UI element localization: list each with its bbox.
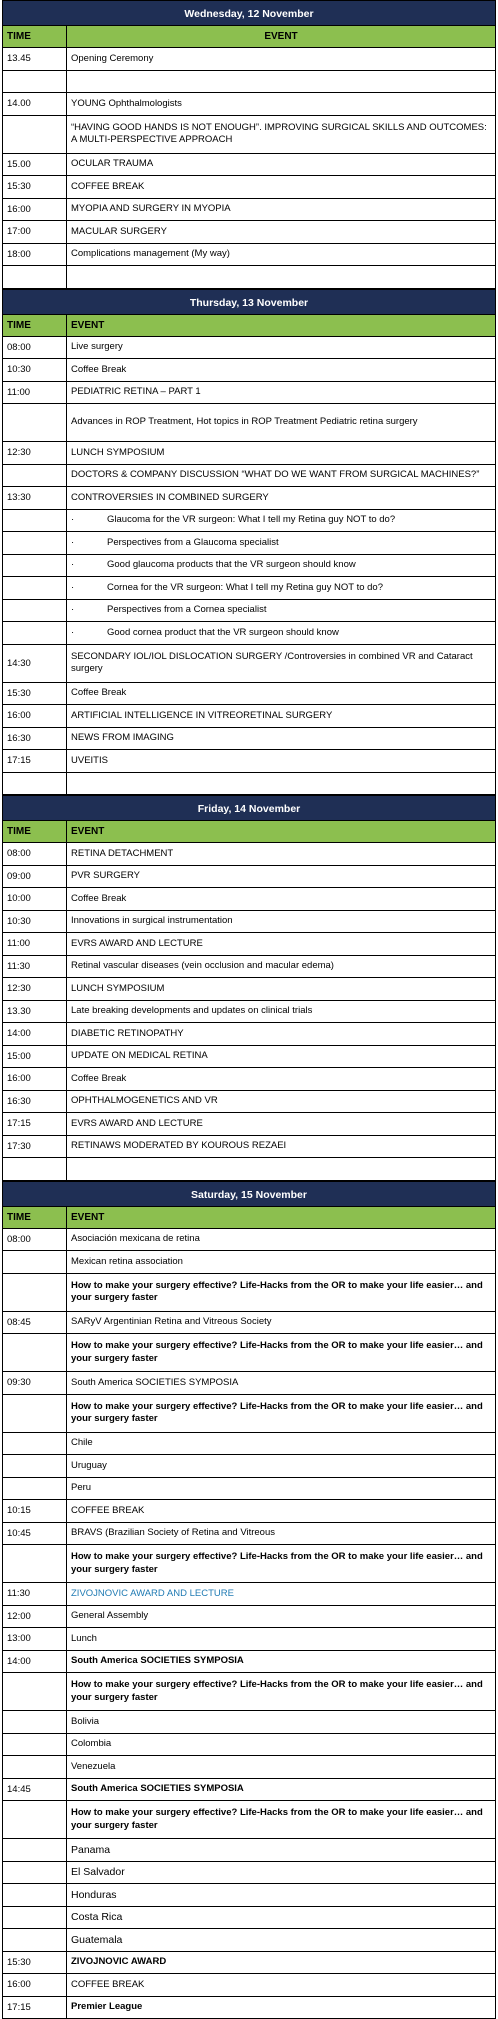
table-row [2, 1583, 496, 1606]
event-column-header: EVENT [67, 1207, 495, 1228]
table-row [2, 532, 496, 555]
table-row [2, 93, 496, 116]
event-cell: How to make your surgery effective? Life-Hacks from the OR to make your life easier… and your surgery faster [67, 1673, 495, 1710]
time-cell [3, 1907, 67, 1929]
table-row [2, 1229, 496, 1252]
event-cell: COFFEE BREAK [67, 176, 495, 198]
event-cell: Panama [67, 1839, 495, 1861]
time-cell [3, 1395, 67, 1432]
event-cell: ARTIFICIAL INTELLIGENCE IN VITREORETINAL SURGERY [67, 705, 495, 727]
time-cell: 13.30 [3, 1001, 67, 1023]
event-cell [67, 555, 495, 577]
time-cell: 14:45 [3, 1779, 67, 1801]
table-row [2, 404, 496, 442]
table-row [2, 843, 496, 866]
time-cell [3, 1839, 67, 1861]
time-cell: 08:00 [3, 843, 67, 865]
table-row [2, 1651, 496, 1674]
time-cell: 10:15 [3, 1500, 67, 1522]
time-cell: 13:00 [3, 1628, 67, 1650]
table-row [2, 244, 496, 267]
event-cell: Honduras [67, 1884, 495, 1906]
time-cell: 11:00 [3, 933, 67, 955]
event-cell: Premier League [67, 1997, 495, 2019]
day-section-friday [2, 795, 496, 1181]
table-row [2, 1136, 496, 1159]
table-row [2, 1455, 496, 1478]
event-cell [67, 532, 495, 554]
table-row [2, 1433, 496, 1456]
time-cell: 16:00 [3, 1068, 67, 1090]
time-cell: 15:00 [3, 1046, 67, 1068]
table-row [2, 933, 496, 956]
event-cell: Advances in ROP Treatment, Hot topics in ROP Treatment Pediatric retina surgery [67, 404, 495, 441]
table-row [2, 1929, 496, 1952]
time-cell: 12:30 [3, 978, 67, 1000]
time-cell: 17:15 [3, 750, 67, 772]
table-row [2, 1395, 496, 1433]
event-text: Perspectives from a Cornea specialist [107, 604, 266, 617]
event-cell: COFFEE BREAK [67, 1974, 495, 1996]
event-cell [67, 266, 495, 288]
time-cell: 15:30 [3, 176, 67, 198]
event-cell: ZIVOJNOVIC AWARD AND LECTURE [67, 1583, 495, 1605]
time-cell: 12:00 [3, 1606, 67, 1628]
event-column-header: EVENT [67, 821, 495, 842]
event-cell: Complications management (My way) [67, 244, 495, 266]
event-cell: BRAVS (Brazilian Society of Retina and Vitreous [67, 1523, 495, 1545]
time-cell: 17:30 [3, 1136, 67, 1158]
time-cell: 16:30 [3, 728, 67, 750]
time-cell: 13.45 [3, 48, 67, 70]
time-cell: 14:00 [3, 1023, 67, 1045]
table-row [2, 48, 496, 71]
table-row [2, 1628, 496, 1651]
time-cell: 17:00 [3, 221, 67, 243]
event-cell: Asociación mexicana de retina [67, 1229, 495, 1251]
table-row [2, 1500, 496, 1523]
time-cell: 15.00 [3, 154, 67, 176]
time-cell [3, 1884, 67, 1906]
time-cell: 17:15 [3, 1997, 67, 2019]
table-row [2, 1023, 496, 1046]
table-row [2, 1711, 496, 1734]
time-column-header: TIME [3, 1207, 67, 1228]
schedule [2, 0, 496, 2019]
time-cell [3, 1711, 67, 1733]
time-cell: 16:00 [3, 705, 67, 727]
time-cell [3, 510, 67, 532]
time-cell [3, 1545, 67, 1582]
event-cell: Colombia [67, 1734, 495, 1756]
event-cell: Lunch [67, 1628, 495, 1650]
event-cell: MYOPIA AND SURGERY IN MYOPIA [67, 199, 495, 221]
time-cell [3, 1734, 67, 1756]
table-row [2, 600, 496, 623]
table-row [2, 728, 496, 751]
time-cell: 16:30 [3, 1091, 67, 1113]
bullet-marker: · [71, 537, 107, 550]
column-header-row [2, 315, 496, 337]
bullet-marker: · [71, 627, 107, 640]
time-cell [3, 116, 67, 153]
event-cell: Bolivia [67, 1711, 495, 1733]
time-cell [3, 1862, 67, 1884]
time-cell: 10:45 [3, 1523, 67, 1545]
day-header: Saturday, 15 November [2, 1181, 496, 1207]
day-section-saturday [2, 1181, 496, 2019]
table-row [2, 199, 496, 222]
time-cell [3, 1673, 67, 1710]
time-cell [3, 555, 67, 577]
event-cell: How to make your surgery effective? Life-Hacks from the OR to make your life easier… and your surgery faster [67, 1274, 495, 1311]
table-row [2, 337, 496, 360]
table-row [2, 773, 496, 796]
bullet-marker: · [71, 582, 107, 595]
time-cell [3, 1274, 67, 1311]
event-cell: RETINA DETACHMENT [67, 843, 495, 865]
time-cell [3, 1478, 67, 1500]
column-header-row [2, 1207, 496, 1229]
time-cell [3, 1158, 67, 1180]
event-cell: Opening Ceremony [67, 48, 495, 70]
event-cell [67, 71, 495, 93]
table-row [2, 1545, 496, 1583]
event-cell: Coffee Break [67, 888, 495, 910]
time-cell: 11:30 [3, 956, 67, 978]
event-cell: Coffee Break [67, 359, 495, 381]
table-row [2, 510, 496, 533]
table-row [2, 1523, 496, 1546]
column-header-row [2, 26, 496, 48]
table-row [2, 1606, 496, 1629]
event-cell: Late breaking developments and updates on clinical trials [67, 1001, 495, 1023]
event-cell: Uruguay [67, 1455, 495, 1477]
event-cell: Guatemala [67, 1929, 495, 1951]
table-row [2, 1251, 496, 1274]
event-cell: Mexican retina association [67, 1251, 495, 1273]
time-cell [3, 532, 67, 554]
event-cell: Innovations in surgical instrumentation [67, 911, 495, 933]
event-cell: How to make your surgery effective? Life-Hacks from the OR to make your life easier… and your surgery faster [67, 1545, 495, 1582]
table-row [2, 1046, 496, 1069]
time-cell: 14.00 [3, 93, 67, 115]
day-section-thursday [2, 289, 496, 796]
time-cell: 10:30 [3, 911, 67, 933]
table-row [2, 555, 496, 578]
table-row [2, 577, 496, 600]
day-header: Wednesday, 12 November [2, 0, 496, 26]
time-cell [3, 404, 67, 441]
table-row [2, 1274, 496, 1312]
time-cell [3, 1433, 67, 1455]
table-row [2, 888, 496, 911]
time-cell [3, 622, 67, 644]
time-cell: 12:30 [3, 442, 67, 464]
time-cell: 18:00 [3, 244, 67, 266]
time-cell [3, 1334, 67, 1371]
event-cell: ZIVOJNOVIC AWARD [67, 1952, 495, 1974]
table-row [2, 1334, 496, 1372]
event-cell: Costa Rica [67, 1907, 495, 1929]
table-row [2, 911, 496, 934]
time-cell [3, 71, 67, 93]
table-row [2, 1158, 496, 1181]
table-row [2, 978, 496, 1001]
table-row [2, 1756, 496, 1779]
table-row [2, 705, 496, 728]
event-cell: YOUNG Ophthalmologists [67, 93, 495, 115]
time-cell: 09:00 [3, 866, 67, 888]
event-cell: Venezuela [67, 1756, 495, 1778]
time-cell: 16:00 [3, 1974, 67, 1996]
event-cell: RETINAWS MODERATED BY KOUROUS REZAEI [67, 1136, 495, 1158]
event-cell: “HAVING GOOD HANDS IS NOT ENOUGH”. IMPROVING SURGICAL SKILLS AND OUTCOMES: A MULTI-PERSPECTIVE APPROACH [67, 116, 495, 153]
table-row [2, 750, 496, 773]
event-column-header: EVENT [67, 315, 495, 336]
table-row [2, 1091, 496, 1114]
time-cell: 17:15 [3, 1113, 67, 1135]
table-row [2, 1068, 496, 1091]
time-cell [3, 1251, 67, 1273]
event-cell: Chile [67, 1433, 495, 1455]
event-cell [67, 600, 495, 622]
time-cell: 14:00 [3, 1651, 67, 1673]
time-cell: 08:00 [3, 337, 67, 359]
day-section-wednesday [2, 0, 496, 289]
event-cell: UVEITIS [67, 750, 495, 772]
event-text: Cornea for the VR surgeon: What I tell my Retina guy NOT to do? [107, 582, 383, 595]
time-column-header: TIME [3, 26, 67, 47]
event-cell: LUNCH SYMPOSIUM [67, 442, 495, 464]
table-row [2, 465, 496, 488]
time-cell: 09:30 [3, 1372, 67, 1394]
time-column-header: TIME [3, 821, 67, 842]
time-cell: 11:00 [3, 382, 67, 404]
day-header: Friday, 14 November [2, 795, 496, 821]
event-cell: Retinal vascular diseases (vein occlusion and macular edema) [67, 956, 495, 978]
bullet-marker: · [71, 514, 107, 527]
event-cell [67, 510, 495, 532]
table-row [2, 622, 496, 645]
event-text: Good cornea product that the VR surgeon should know [107, 627, 339, 640]
table-row [2, 1997, 496, 2019]
time-cell [3, 1756, 67, 1778]
event-cell [67, 1158, 495, 1180]
event-cell: COFFEE BREAK [67, 1500, 495, 1522]
event-cell: South America SOCIETIES SYMPOSIA [67, 1372, 495, 1394]
time-cell: 16:00 [3, 199, 67, 221]
event-cell: SECONDARY IOL/IOL DISLOCATION SURGERY /Controversies in combined VR and Cataract surgery [67, 645, 495, 682]
bullet-marker: · [71, 604, 107, 617]
column-header-row [2, 821, 496, 843]
time-column-header: TIME [3, 315, 67, 336]
event-cell: EVRS AWARD AND LECTURE [67, 933, 495, 955]
event-cell: PVR SURGERY [67, 866, 495, 888]
event-cell: South America SOCIETIES SYMPOSIA [67, 1651, 495, 1673]
event-column-header: EVENT [67, 26, 495, 47]
event-cell: Coffee Break [67, 683, 495, 705]
event-cell: MACULAR SURGERY [67, 221, 495, 243]
table-row [2, 1862, 496, 1885]
table-row [2, 382, 496, 405]
time-cell: 10:30 [3, 359, 67, 381]
time-cell: 08:45 [3, 1312, 67, 1334]
event-cell [67, 773, 495, 795]
event-cell [67, 577, 495, 599]
table-row [2, 1907, 496, 1930]
event-cell: UPDATE ON MEDICAL RETINA [67, 1046, 495, 1068]
event-cell: OPHTHALMOGENETICS AND VR [67, 1091, 495, 1113]
time-cell: 11:30 [3, 1583, 67, 1605]
event-cell: PEDIATRIC RETINA – PART 1 [67, 382, 495, 404]
table-row [2, 1884, 496, 1907]
time-cell [3, 1929, 67, 1951]
event-cell: Coffee Break [67, 1068, 495, 1090]
table-row [2, 154, 496, 177]
table-row [2, 359, 496, 382]
event-cell: LUNCH SYMPOSIUM [67, 978, 495, 1000]
time-cell [3, 600, 67, 622]
event-cell: How to make your surgery effective? Life-Hacks from the OR to make your life easier… and your surgery faster [67, 1801, 495, 1838]
time-cell [3, 465, 67, 487]
event-cell: OCULAR TRAUMA [67, 154, 495, 176]
table-row [2, 71, 496, 94]
event-cell: El Salvador [67, 1862, 495, 1884]
time-cell: 15:30 [3, 1952, 67, 1974]
time-cell: 14:30 [3, 645, 67, 682]
time-cell: 15:30 [3, 683, 67, 705]
table-row [2, 442, 496, 465]
event-cell: NEWS FROM IMAGING [67, 728, 495, 750]
table-row [2, 1673, 496, 1711]
table-row [2, 683, 496, 706]
event-cell: How to make your surgery effective? Life-Hacks from the OR to make your life easier… and your surgery faster [67, 1395, 495, 1432]
time-cell: 10:00 [3, 888, 67, 910]
time-cell [3, 577, 67, 599]
table-row [2, 866, 496, 889]
time-cell [3, 1455, 67, 1477]
table-row [2, 116, 496, 154]
table-row [2, 1839, 496, 1862]
bullet-marker: · [71, 559, 107, 572]
table-row [2, 1734, 496, 1757]
event-cell [67, 622, 495, 644]
event-cell: CONTROVERSIES IN COMBINED SURGERY [67, 487, 495, 509]
event-cell: EVRS AWARD AND LECTURE [67, 1113, 495, 1135]
event-cell: Peru [67, 1478, 495, 1500]
event-text: Glaucoma for the VR surgeon: What I tell my Retina guy NOT to do? [107, 514, 395, 527]
time-cell [3, 1801, 67, 1838]
table-row [2, 1801, 496, 1839]
table-row [2, 1001, 496, 1024]
table-row [2, 487, 496, 510]
table-row [2, 956, 496, 979]
table-row [2, 266, 496, 289]
event-cell: South America SOCIETIES SYMPOSIA [67, 1779, 495, 1801]
time-cell: 08:00 [3, 1229, 67, 1251]
table-row [2, 1779, 496, 1802]
event-cell: Live surgery [67, 337, 495, 359]
event-cell: How to make your surgery effective? Life-Hacks from the OR to make your life easier… and your surgery faster [67, 1334, 495, 1371]
event-cell: DOCTORS & COMPANY DISCUSSION “WHAT DO WE WANT FROM SURGICAL MACHINES?” [67, 465, 495, 487]
table-row [2, 221, 496, 244]
table-row [2, 176, 496, 199]
event-cell: General Assembly [67, 1606, 495, 1628]
time-cell: 13:30 [3, 487, 67, 509]
table-row [2, 645, 496, 683]
table-row [2, 1113, 496, 1136]
event-text: Perspectives from a Glaucoma specialist [107, 537, 279, 550]
time-cell [3, 266, 67, 288]
table-row [2, 1478, 496, 1501]
time-cell [3, 773, 67, 795]
day-header: Thursday, 13 November [2, 289, 496, 315]
event-cell: SARyV Argentinian Retina and Vitreous Society [67, 1312, 495, 1334]
event-text: Good glaucoma products that the VR surgeon should know [107, 559, 356, 572]
table-row [2, 1312, 496, 1335]
event-cell: DIABETIC RETINOPATHY [67, 1023, 495, 1045]
table-row [2, 1974, 496, 1997]
table-row [2, 1372, 496, 1395]
table-row [2, 1952, 496, 1975]
